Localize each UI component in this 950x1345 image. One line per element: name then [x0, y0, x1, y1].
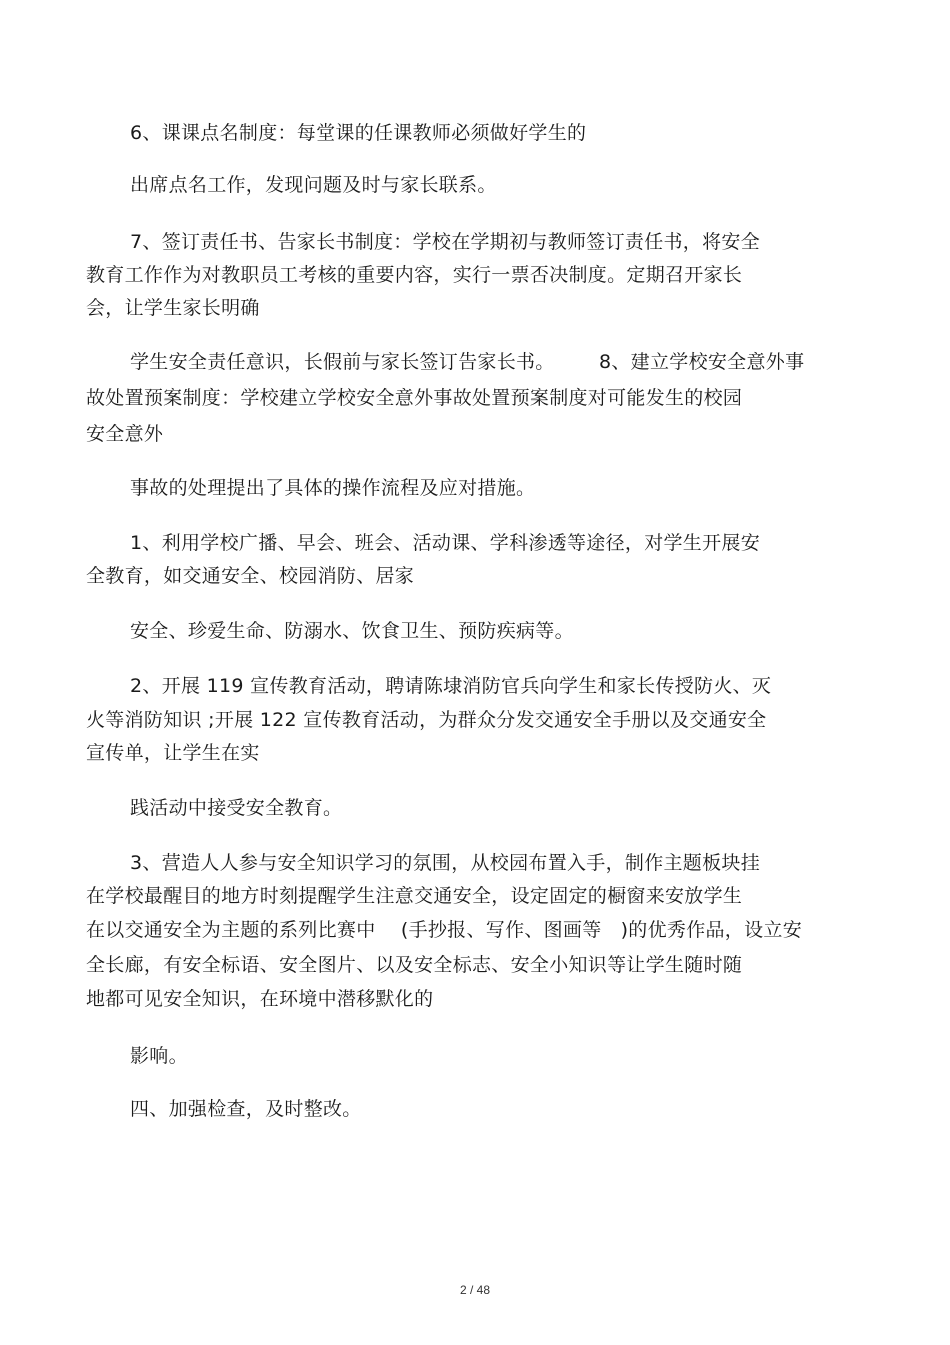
- text-line: 全长廊，有安全标语、安全图片、以及安全标志、安全小知识等让学生随时随: [86, 954, 743, 976]
- text-line: 四、加强检查，及时整改。: [130, 1098, 362, 1120]
- text-line: 安全、珍爱生命、防溺水、饮食卫生、预防疾病等。: [130, 620, 574, 642]
- text-line: 全教育，如交通安全、校园消防、居家: [86, 565, 415, 587]
- text-line: 1、利用学校广播、早会、班会、活动课、学科渗透等途径，对学生开展安: [130, 532, 760, 554]
- text-line: 出席点名工作，发现问题及时与家长联系。: [130, 174, 497, 196]
- text-line: 宣传单，让学生在实: [86, 742, 260, 764]
- text-line: 2、开展 119 宣传教育活动，聘请陈埭消防官兵向学生和家长传授防火、灭: [130, 675, 772, 697]
- text-line: 在以交通安全为主题的系列比赛中 (手抄报、写作、图画等 )的优秀作品，设立安: [86, 919, 803, 941]
- text-line: 安全意外: [86, 423, 164, 445]
- text-line: 教育工作作为对教职员工考核的重要内容，实行一票否决制度。定期召开家长: [86, 264, 743, 286]
- text-line: 在学校最醒目的地方时刻提醒学生注意交通安全，设定固定的橱窗来安放学生: [86, 885, 743, 907]
- text-line: 践活动中接受安全教育。: [130, 797, 343, 819]
- text-line: 学生安全责任意识，长假前与家长签订告家长书。 8、建立学校安全意外事: [130, 351, 805, 373]
- text-line: 地都可见安全知识，在环境中潜移默化的: [86, 988, 434, 1010]
- text-line: 火等消防知识 ;开展 122 宣传教育活动，为群众分发交通安全手册以及交通安全: [86, 709, 767, 731]
- text-line: 3、营造人人参与安全知识学习的氛围，从校园布置入手，制作主题板块挂: [130, 852, 760, 874]
- text-line: 故处置预案制度：学校建立学校安全意外事故处置预案制度对可能发生的校园: [86, 387, 743, 409]
- text-line: 6、课课点名制度：每堂课的任课教师必须做好学生的: [130, 122, 587, 144]
- text-line: 影响。: [130, 1045, 188, 1067]
- text-line: 会，让学生家长明确: [86, 297, 260, 319]
- text-line: 7、签订责任书、告家长书制度：学校在学期初与教师签订责任书，将安全: [130, 231, 760, 253]
- page-number: 2 / 48: [459, 1283, 491, 1297]
- text-line: 事故的处理提出了具体的操作流程及应对措施。: [130, 477, 536, 499]
